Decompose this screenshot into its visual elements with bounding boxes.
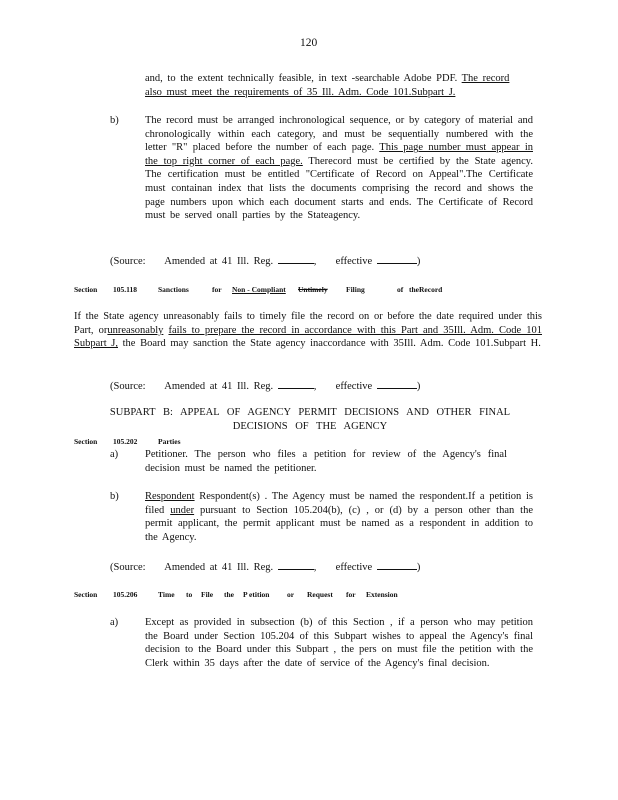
heading-word: for (346, 590, 356, 599)
item-b-label: b) (110, 491, 119, 502)
heading-word: to (186, 590, 193, 599)
continuation-paragraph (145, 72, 545, 99)
blank-line (278, 254, 314, 264)
heading-word: Sanctions (158, 285, 189, 294)
section-118-paragraph (74, 310, 542, 351)
source-comma: , (313, 562, 317, 573)
source-text: Amended at 41 Ill. Reg. (164, 256, 274, 267)
item-b-label: b) (110, 115, 119, 126)
source-effective: effective (335, 562, 373, 573)
item-b-record-paragraph (145, 114, 533, 223)
continuation-underlined-1: The record (461, 73, 510, 84)
heading-word: 105.118 (113, 285, 137, 294)
item-b-respondent-paragraph (145, 490, 533, 544)
section-heading-105-118 (0, 285, 618, 297)
source-effective: effective (335, 381, 373, 392)
heading-word: Section (74, 285, 98, 294)
item-b-text-a: The record must be arranged inchronological sequence, or by category of material and chronologically within each category, and must be sequentially numbered with the letter "R" placed before the number of each page. (145, 115, 533, 154)
source-note-1 (110, 254, 420, 269)
blank-line (278, 560, 314, 570)
continuation-text: and, to the extent technically feasible, in text -searchable Adobe PDF. (145, 73, 462, 84)
heading-word: the (224, 590, 234, 599)
item-a-petitioner-paragraph: Petitioner. The person who files a petition for review of the Agency's final decision must be named the petitioner. (145, 449, 507, 474)
source-text: Amended at 41 Ill. Reg. (164, 562, 274, 573)
heading-word: Extension (366, 590, 398, 599)
heading-word: 105.206 (113, 590, 138, 599)
source-prefix: (Source: (110, 381, 146, 392)
blank-line (377, 560, 417, 570)
item-a-label: a) (110, 449, 119, 460)
heading-word-struck: Untimely (298, 285, 328, 294)
heading-word: Section (74, 437, 98, 446)
subpart-line-1: SUBPART B: APPEAL OF AGENCY PERMIT DECISIONS AND OTHER FINAL (109, 407, 511, 418)
heading-word: theRecord (409, 285, 443, 294)
page-number: 120 (300, 37, 318, 49)
heading-word: Parties (158, 437, 181, 446)
respondent-underlined: under (170, 504, 195, 516)
item-a-label: a) (110, 617, 119, 628)
heading-word: Filing (346, 285, 365, 294)
heading-word: File (201, 590, 214, 599)
heading-word: P etition (243, 590, 270, 599)
heading-word: Time (158, 590, 175, 599)
para-text: If the State agency unreasonably fails to timely file the record on or before the date required under this Part, or (74, 311, 542, 336)
source-comma: , (313, 381, 317, 392)
blank-line (377, 254, 417, 264)
source-text: Amended at 41 Ill. Reg. (164, 381, 274, 392)
item-b-underlined: This page number must appear in the top right corner of each page. (145, 142, 533, 167)
source-close: ) (416, 256, 421, 267)
heading-word: or (287, 590, 295, 599)
continuation-underlined-2: also must meet the requirements of 35 Ill. Adm. Code 101.Subpart J. (145, 86, 456, 98)
heading-word: Request (307, 590, 333, 599)
source-note-2 (110, 379, 420, 394)
respondent-text: pursuant to Section 105.204(b), (c) , or (d) by a person other than the permit applicant, the permit applicant must be named as a respondent in addition to the Agency. (145, 504, 533, 543)
para-text: the Board may sanction the State agency inaccordance with 35Ill. Adm. Code 101.Subpart H. (122, 338, 541, 350)
source-comma: , (313, 256, 317, 267)
subpart-heading (100, 406, 520, 433)
item-b-text-b: Therecord must be certified by the State agency. The certification must be entitled "Certificate of Record on Appeal".The Certificate must containan index that lists the documents comprising the record and shows the page numbers upon which each document starts and ends. The Certificate of Record must be served onall parties by the Stateagency. (145, 155, 533, 222)
blank-line (278, 379, 314, 389)
section-heading-105-206 (0, 590, 618, 602)
respondent-text: Respondent(s) . The Agency must be named the respondent.If a petition is filed (145, 491, 533, 516)
subpart-line-2: DECISIONS OF THE AGENCY (232, 420, 388, 432)
heading-word: for (212, 285, 222, 294)
respondent-underlined: Respondent (145, 491, 195, 502)
source-prefix: (Source: (110, 562, 146, 573)
heading-word-underlined: Non - Compliant (232, 285, 286, 294)
source-close: ) (416, 381, 421, 392)
para-underlined: fails to prepare the record in accordance with this Part and 35Ill. Adm. Code 101 Subpart J, (74, 324, 542, 350)
heading-word: of (397, 285, 404, 294)
heading-word: 105.202 (113, 437, 138, 446)
source-effective: effective (335, 256, 373, 267)
heading-word: Section (74, 590, 98, 599)
blank-line (377, 379, 417, 389)
source-close: ) (416, 562, 421, 573)
item-a-time-to-file-paragraph: Except as provided in subsection (b) of this Section , if a person who may petition the Board under Section 105.204 of this Subpart wishes to appeal the Agency's final decision to the Board under this Subpart , the pers on must file the petition with the Clerk within 35 days after the date of service of the Agency's final decision. (145, 617, 533, 669)
para-underlined: unreasonably (107, 324, 164, 336)
source-note-3 (110, 560, 420, 575)
source-prefix: (Source: (110, 256, 146, 267)
